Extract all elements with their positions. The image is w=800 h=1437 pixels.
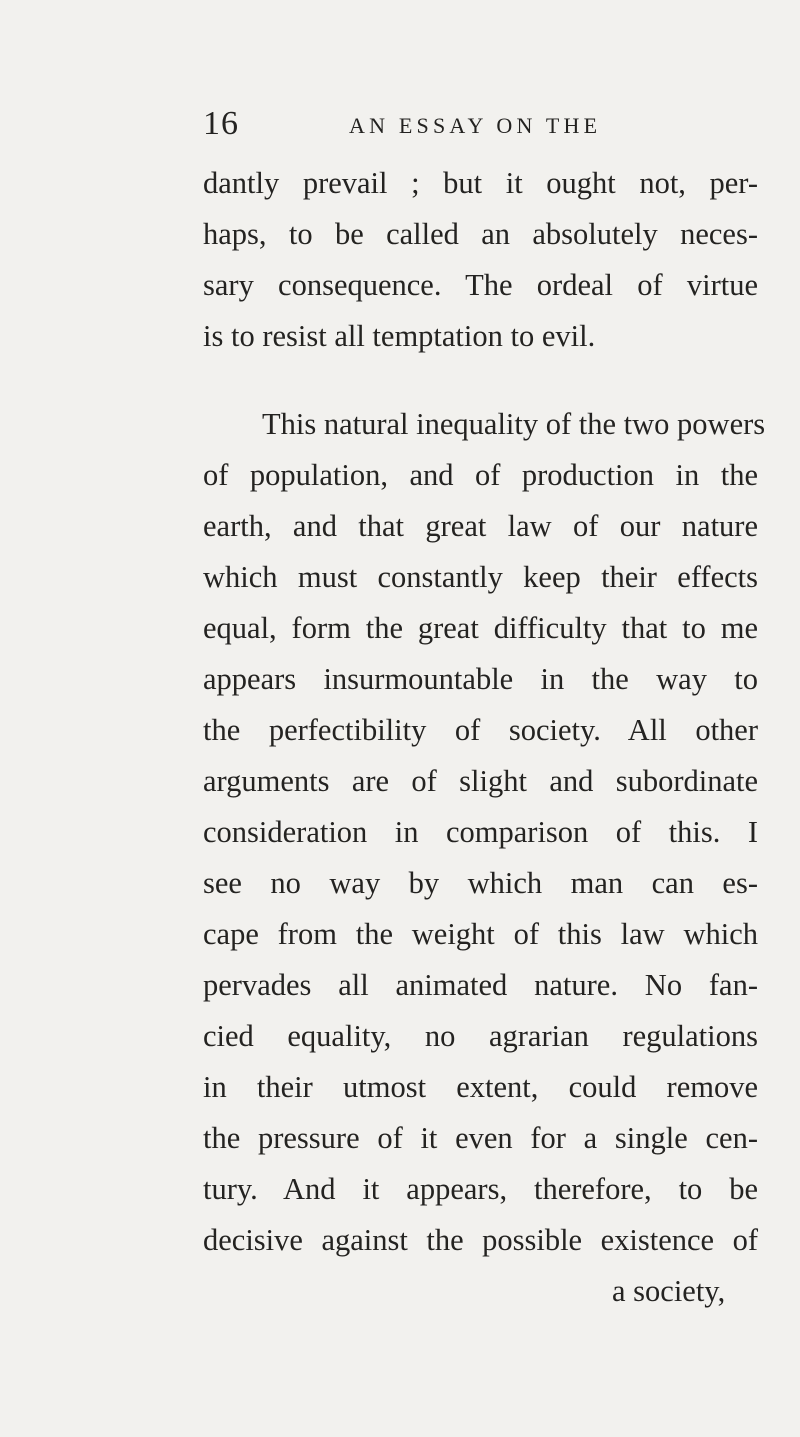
catchword: a society, <box>612 1274 726 1308</box>
text-line: consideration in comparison of this. I <box>203 815 758 849</box>
running-head: AN ESSAY ON THE <box>349 113 602 138</box>
text-line: sary consequence. The ordeal of virtue <box>203 268 758 302</box>
text-line: haps, to be called an absolutely neces- <box>203 217 758 251</box>
text-line: in their utmost extent, could remove <box>203 1070 758 1104</box>
text-line: see no way by which man can es- <box>203 866 758 900</box>
text-line: dantly prevail ; but it ought not, per- <box>203 166 758 200</box>
text-line: cape from the weight of this law which <box>203 917 758 951</box>
page-number: 16 <box>203 105 239 142</box>
text-line: the perfectibility of society. All other <box>203 713 758 747</box>
text-line: which must constantly keep their effects <box>203 560 758 594</box>
text-line: earth, and that great law of our nature <box>203 509 758 543</box>
text-line: cied equality, no agrarian regulations <box>203 1019 758 1053</box>
text-line: tury. And it appears, therefore, to be <box>203 1172 758 1206</box>
text-line: pervades all animated nature. No fan- <box>203 968 758 1002</box>
text-line: This natural inequality of the two powers <box>262 407 766 441</box>
text-line: of population, and of production in the <box>203 458 758 492</box>
text-line: is to resist all temptation to evil. <box>203 319 596 353</box>
text-line: decisive against the possible existence of <box>203 1223 758 1257</box>
text-line: the pressure of it even for a single cen- <box>203 1121 758 1155</box>
text-line: equal, form the great difficulty that to me <box>203 611 758 645</box>
text-line: appears insurmountable in the way to <box>203 662 758 696</box>
text-line: arguments are of slight and subordinate <box>203 764 758 798</box>
